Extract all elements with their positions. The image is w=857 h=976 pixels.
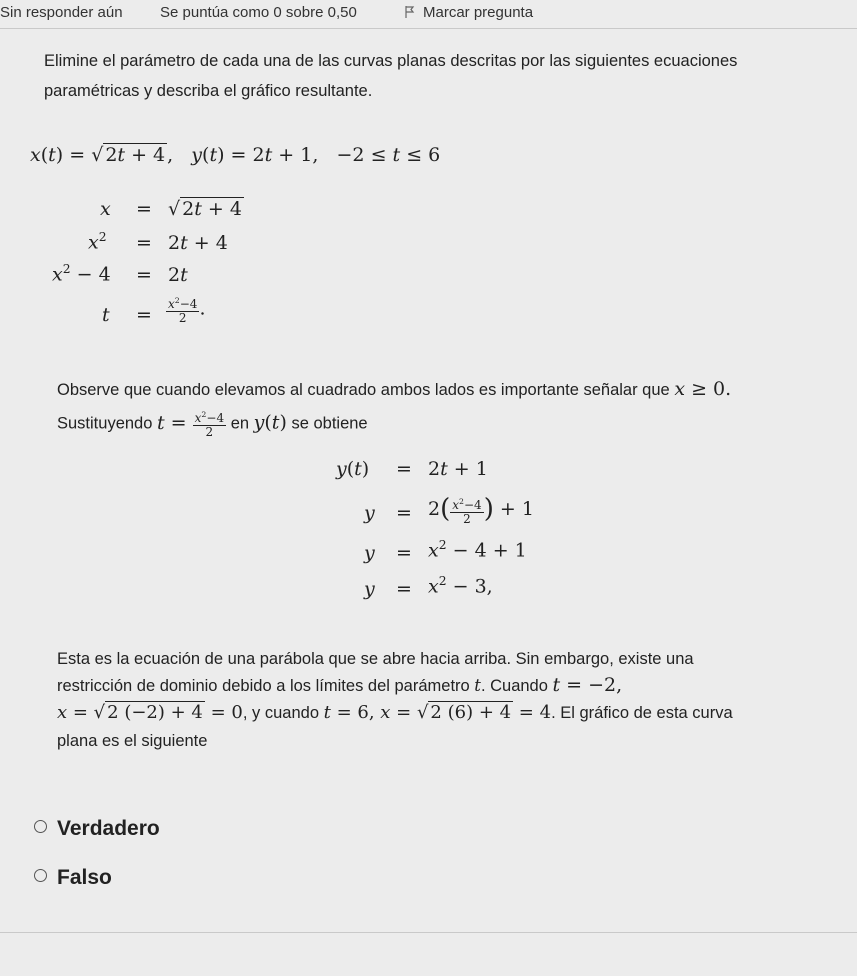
- flag-question-label: Marcar pregunta: [423, 4, 534, 21]
- question-text-line1: Elimine el parámetro de cada una de las curvas planas descritas por las siguientes ecuaciones: [44, 52, 738, 70]
- question-text-line2: paramétricas y describa el gráfico resultante.: [44, 82, 373, 100]
- substitution-step-2: y: [364, 502, 375, 524]
- option-label: Falso: [57, 866, 112, 889]
- substitution-step-4: y: [364, 578, 375, 600]
- parametric-equations: x(t) = √ 2t + 4 , y(t) = 2t + 1, −2 ≤ t ≤ 6: [30, 144, 441, 166]
- score-info: Se puntúa como 0 sobre 0,50: [160, 4, 357, 21]
- note-paragraph: Observe que cuando elevamos al cuadrado ambos lados es importante señalar que x ≥ 0.: [57, 378, 732, 400]
- radio-icon[interactable]: [34, 820, 47, 833]
- answer-status: Sin responder aún: [0, 4, 123, 21]
- bottom-divider: [0, 932, 857, 933]
- flag-icon: [405, 6, 415, 18]
- conclusion-line2: restricción de dominio debido a los límites del parámetro t. Cuando t = −2,: [57, 674, 623, 696]
- radio-icon[interactable]: [34, 869, 47, 882]
- derivation-step-1: x: [100, 198, 111, 220]
- derivation-step-3: $x^2 - 4$: [52, 262, 111, 286]
- flag-question-button[interactable]: [405, 4, 533, 21]
- header-divider: [0, 28, 857, 29]
- conclusion-line1: Esta es la ecuación de una parábola que se abre hacia arriba. Sin embargo, existe una: [57, 650, 694, 668]
- derivation-step-4: t: [102, 304, 110, 326]
- option-falso[interactable]: [34, 866, 112, 890]
- derivation-step-2: $x^2$: [88, 230, 107, 254]
- question-info-bar: [0, 0, 857, 28]
- substitution-step-3: y: [364, 542, 375, 564]
- conclusion-line4: plana es el siguiente: [57, 732, 208, 750]
- option-verdadero[interactable]: [34, 817, 160, 841]
- substitution-paragraph: Sustituyendo t = $\frac{x^2-4}{2}$ en y(t) se obtiene: [57, 410, 368, 439]
- conclusion-line3: x = √ 2 (−2) + 4 = 0, y cuando t = 6, x = √ 2 (6) + 4 = 4. El gráfico de esta curva: [57, 702, 733, 723]
- option-label: Verdadero: [57, 817, 160, 840]
- substitution-step-1: y(t): [336, 458, 370, 480]
